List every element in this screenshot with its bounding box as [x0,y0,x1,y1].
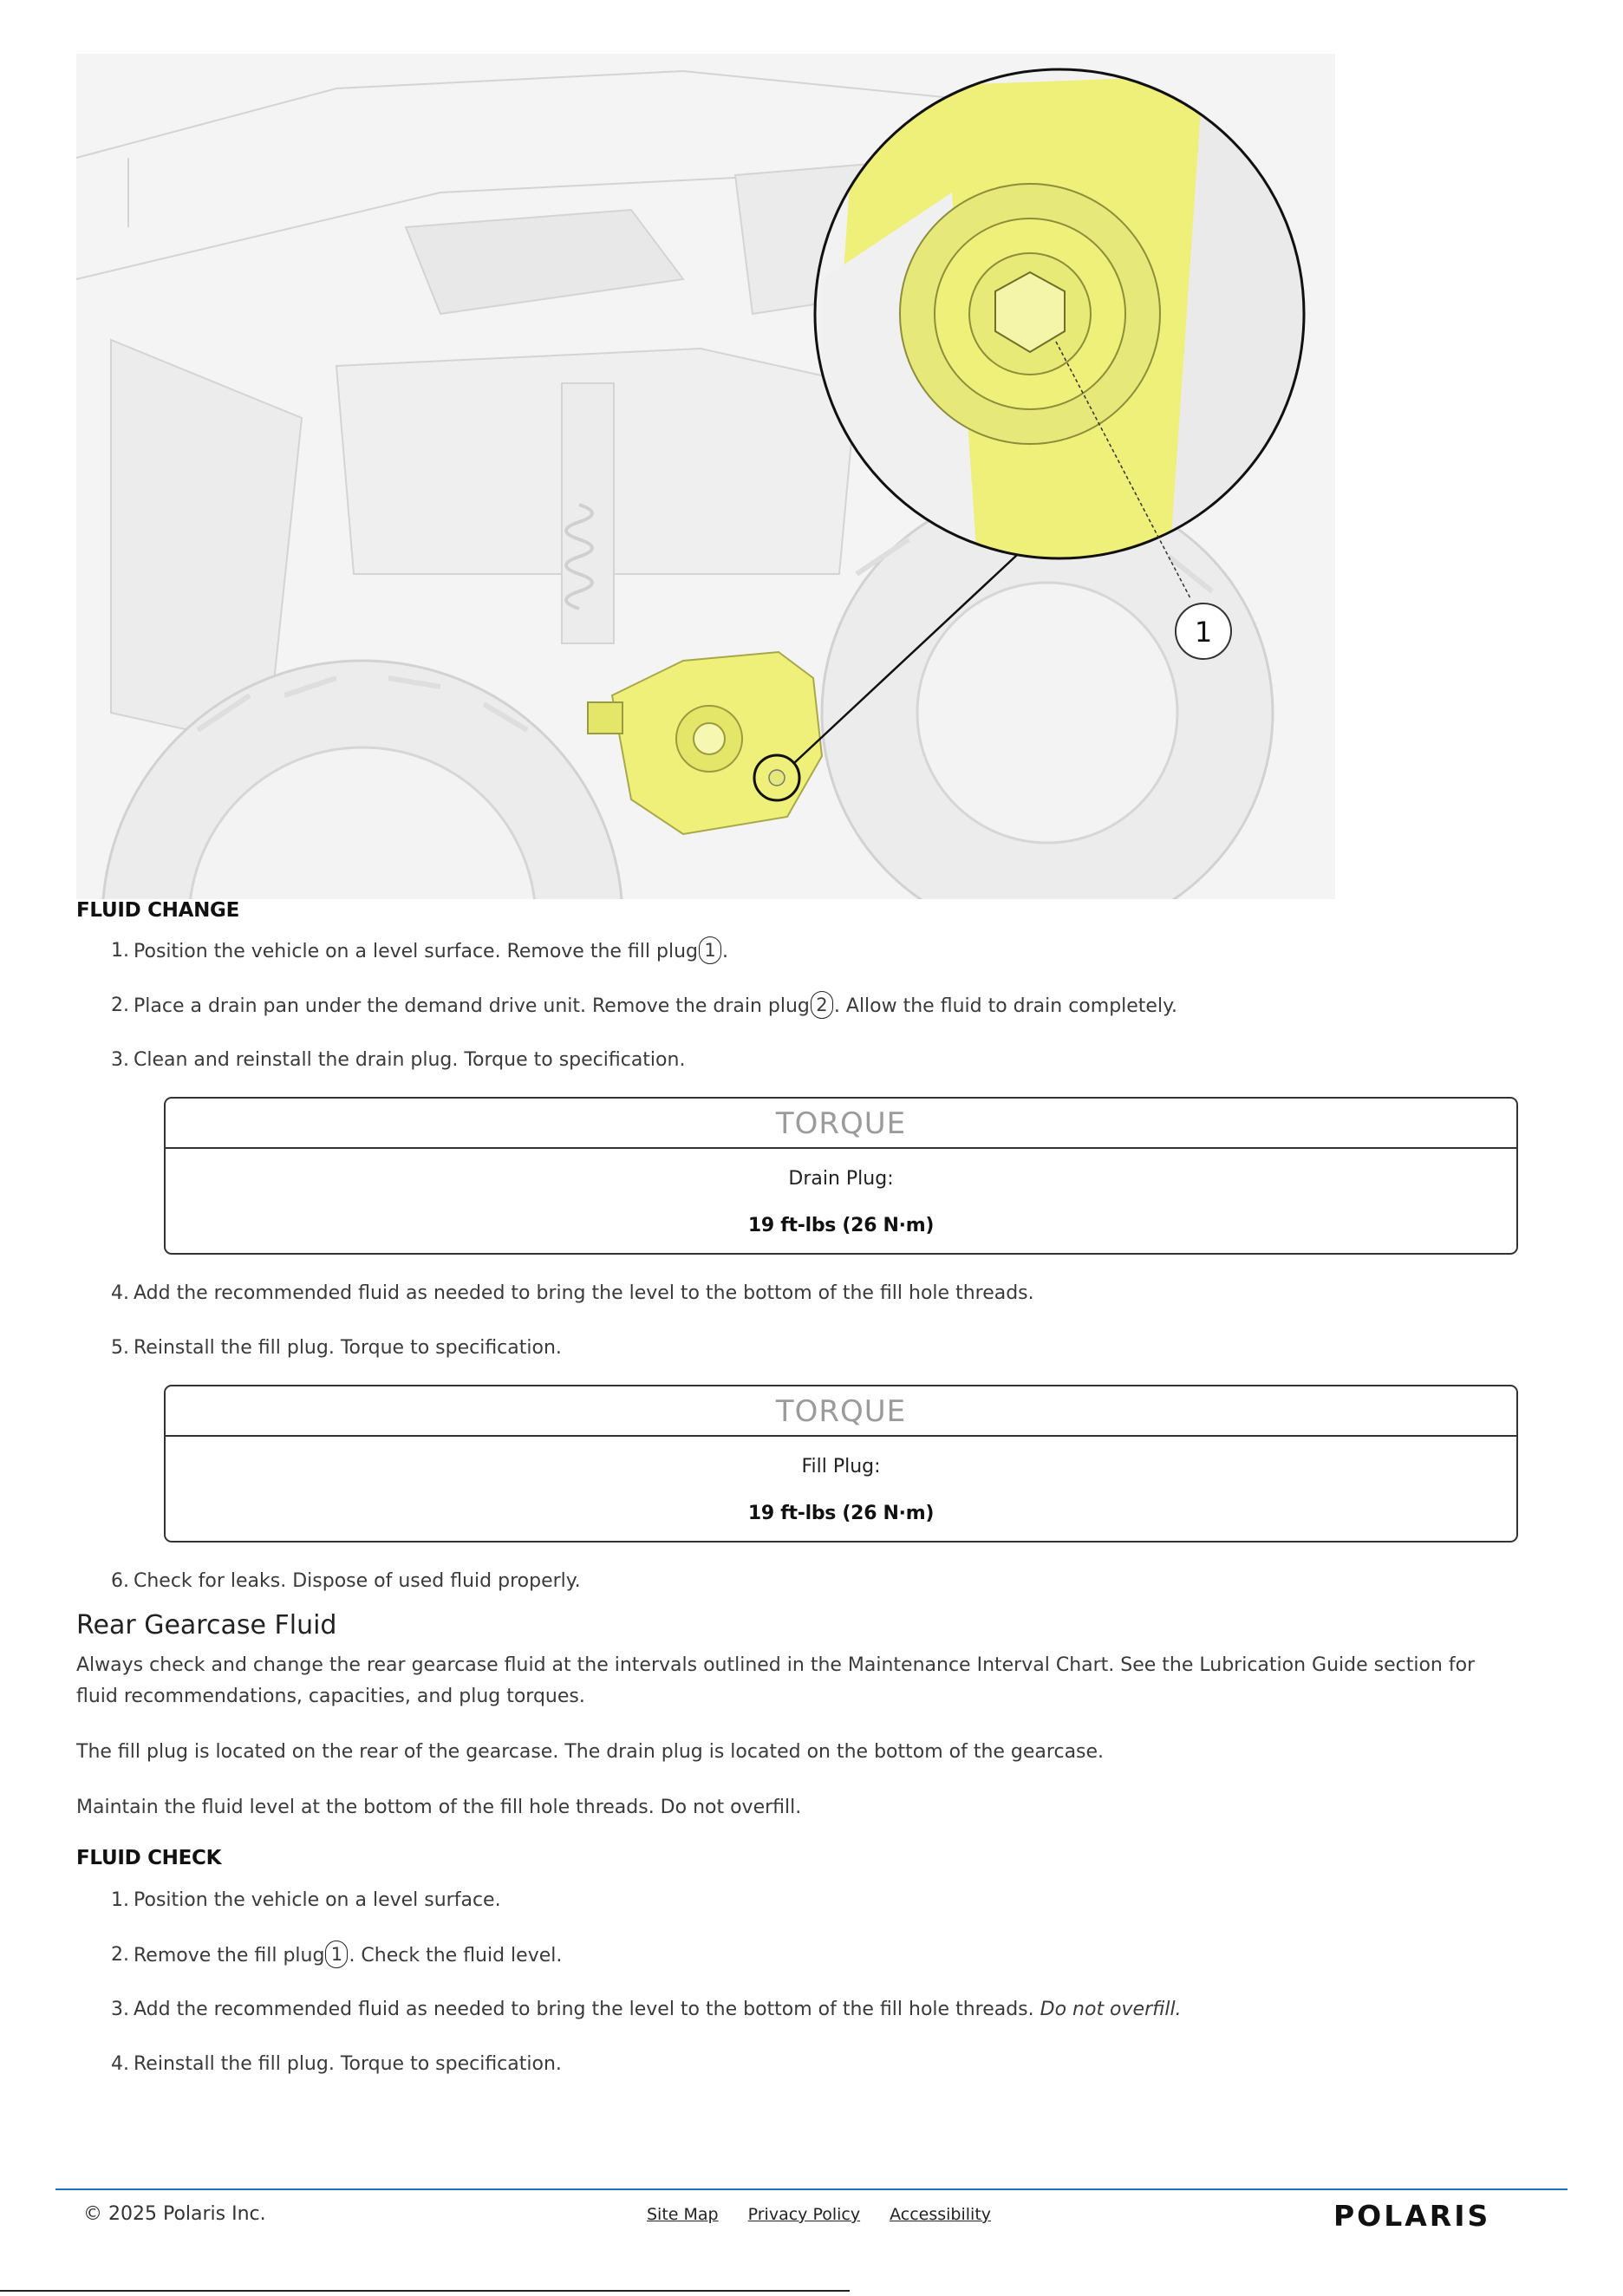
torque-value: 19 ft-lbs (26 N·m) [747,1215,935,1236]
step-item [76,1281,1550,1307]
plug-location-text: The fill plug is located on the rear of the gearcase. The drain plug is located on the bottom of the gearcase. [76,1741,1105,1763]
callout-badge: 2 [811,991,833,1019]
step-number: 4. [111,1282,129,1304]
step-text: Check for leaks. Dispose of used fluid properly. [134,1570,581,1592]
page-footer [0,2201,1623,2235]
step-text: Reinstall the fill plug. Torque to specification. [134,2053,562,2075]
step-number: 4. [111,2053,129,2075]
privacy-policy-link[interactable]: Privacy Policy [747,2205,861,2224]
step-text: Clean and reinstall the drain plug. Torque to specification. [134,1049,686,1071]
fluid-change-heading: FLUID CHANGE [76,899,240,922]
step-number: 3. [111,1999,129,2020]
step-number: 5. [111,1337,129,1359]
fluid-check-steps [76,1888,1550,2077]
manual-content [76,898,1550,2077]
demand-drive-diagram [76,54,1335,899]
step-number: 2. [111,1944,129,1966]
fluid-change-steps-cont [76,1281,1550,1361]
step-number: 1. [111,940,129,962]
torque-label: Drain Plug: [788,1168,894,1190]
step-number: 2. [111,995,129,1016]
step-text: Position the vehicle on a level surface. Remove the fill plug [134,941,698,962]
rear-gearcase-intro: Always check and change the rear gearcase fluid at the intervals outlined in the Maintenance Interval Chart. See the Lubrication Guide section for fluid recommendations, capacities, and plug torques. [76,1654,1476,1707]
step-text: Add the recommended fluid as needed to bring the level to the bottom of the fill hole threads. [134,1999,1040,2020]
step-item [76,2051,1550,2077]
step-text: Position the vehicle on a level surface. [134,1889,501,1911]
figure-callout-1: 1 [1194,616,1213,649]
step-text: Remove the fill plug [134,1945,325,1967]
step-item [76,1942,1550,1968]
step-number: 6. [111,1570,129,1592]
step-item [76,1997,1550,2023]
step-text: . Check the fluid level. [349,1945,563,1967]
polaris-logo[interactable] [1333,2201,1540,2230]
step-item [76,1888,1550,1914]
fluid-check-heading: FLUID CHECK [76,1847,222,1869]
step-number: 3. [111,1049,129,1071]
polaris-wordmark: POLARIS [1333,2201,1491,2230]
footer-divider [55,2188,1568,2190]
copyright-text: © 2025 Polaris Inc. [83,2203,266,2225]
step-text: Reinstall the fill plug. Torque to specification. [134,1337,562,1359]
step-text: Add the recommended fluid as needed to bring the level to the bottom of the fill hole threads. [134,1282,1034,1304]
fluid-level-text: Maintain the fluid level at the bottom of the fill hole threads. Do not overfill. [76,1797,802,1818]
fluid-change-steps-final [76,1569,1550,1595]
callout-badge: 1 [325,1941,348,1968]
step-item [76,993,1550,1019]
step-text: Place a drain pan under the demand drive unit. Remove the drain plug [134,995,810,1017]
step-item [76,1047,1550,1073]
footer-links [647,2201,1020,2228]
torque-box-fill-plug [164,1385,1518,1543]
torque-label: Fill Plug: [801,1456,881,1477]
accessibility-link[interactable]: Accessibility [890,2205,992,2224]
step-item [76,938,1550,964]
page-bottom-rule [0,2290,850,2292]
fluid-change-steps [76,938,1550,1073]
callout-badge: 1 [699,936,721,964]
vehicle-illustration [76,54,1335,899]
step-item [76,1335,1550,1361]
step-number: 1. [111,1889,129,1911]
section-title-rear-gearcase: Rear Gearcase Fluid [76,1610,337,1640]
step-item [76,1569,1550,1595]
polaris-logo-mark [1333,2201,1540,2230]
torque-value: 19 ft-lbs (26 N·m) [747,1503,935,1524]
torque-header: TORQUE [166,1386,1516,1437]
torque-header: TORQUE [166,1099,1516,1149]
step-text: . Allow the fluid to drain completely. [833,995,1177,1017]
step-text: . [722,941,728,962]
torque-box-drain-plug [164,1097,1518,1255]
do-not-overfill-emphasis: Do not overfill. [1040,1999,1182,2020]
site-map-link[interactable]: Site Map [647,2205,719,2224]
